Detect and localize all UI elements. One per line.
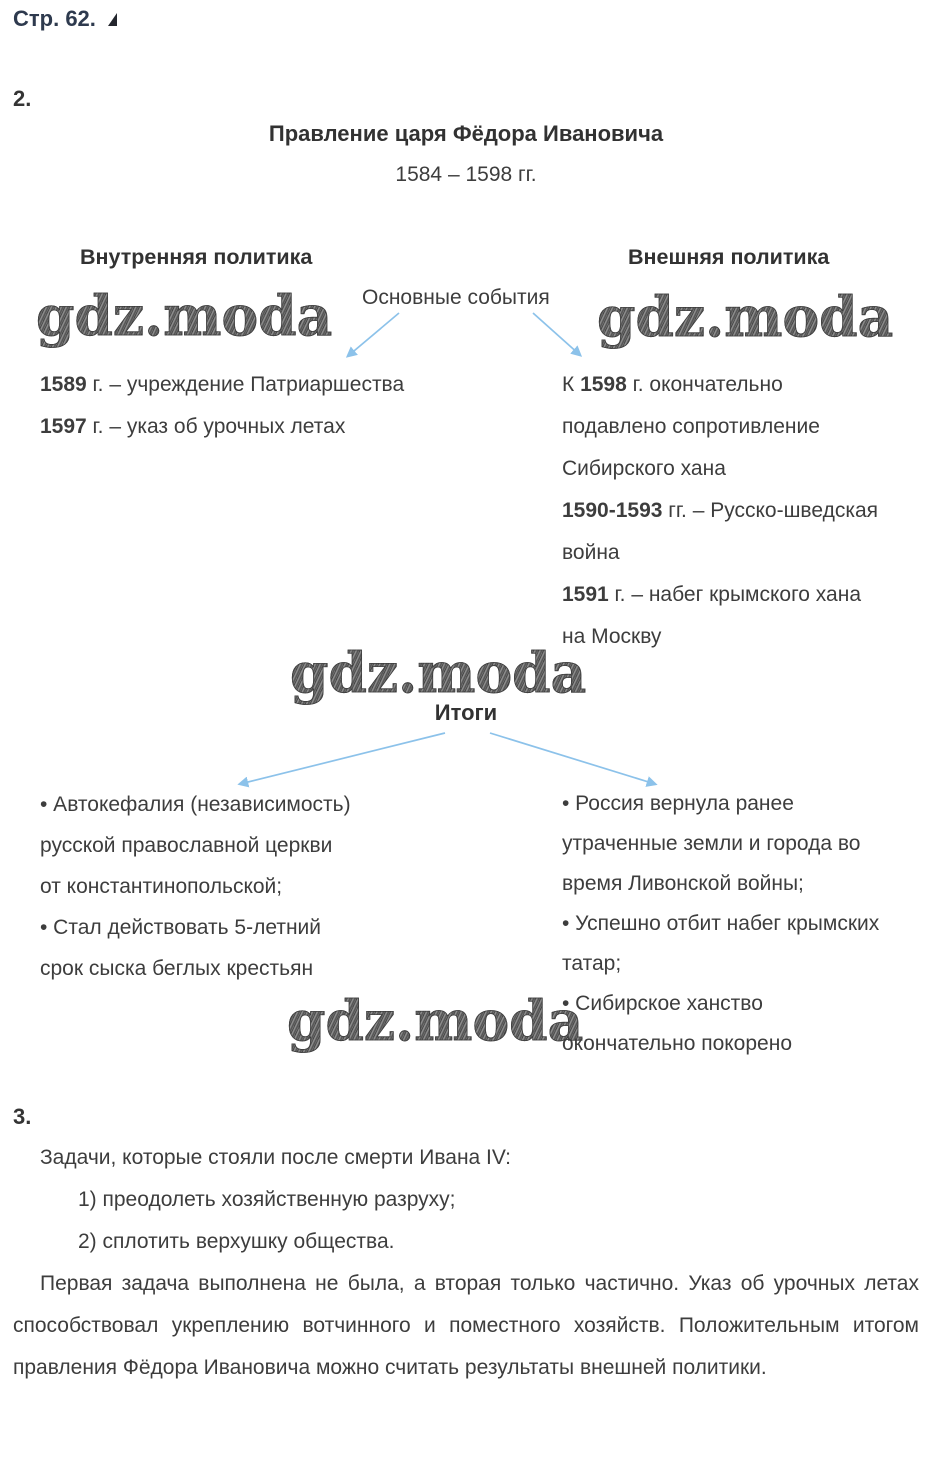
text-line: подавлено сопротивление	[562, 415, 820, 438]
page-number-text: Стр. 62.	[13, 6, 96, 31]
scheme-subtitle: 1584 – 1598 гг.	[395, 163, 537, 186]
external-policy-events-list	[562, 364, 878, 658]
section-2-number: 2.	[13, 86, 32, 111]
text-line: • Россия вернула ранее	[562, 792, 794, 815]
text-line: срок сыска беглых крестьян	[40, 957, 314, 980]
gdz-moda-watermark: gdz.moda	[290, 640, 587, 705]
text-line: время Ливонской войны;	[562, 872, 804, 895]
external-policy-results-list	[562, 784, 879, 1064]
internal-policy-results-list	[40, 784, 351, 989]
section-3-number: 3.	[13, 1104, 32, 1129]
text-line: • Автокефалия (независимость)	[40, 793, 351, 816]
text-line: 1589 г. – учреждение Патриаршества	[40, 373, 405, 396]
text-line: русской православной церкви	[40, 834, 333, 857]
arrow-results-right	[490, 733, 655, 784]
gdz-moda-watermark: gdz.moda	[287, 988, 584, 1053]
arrow-results-left	[240, 733, 445, 784]
arrow-events-left	[348, 313, 399, 356]
text-line: • Стал действовать 5-летний	[40, 916, 321, 939]
conclusion-paragraph: Первая задача выполнена не была, а вторая только частично. Указ об урочных летах способствовал укреплению вотчинного и поместного хозяйств. Положительным итогом правления Фёдора Ивановича можно считать результаты внешней политики.	[13, 1272, 919, 1379]
gdz-moda-watermark: gdz.moda	[597, 284, 894, 349]
scheme-title: Правление царя Фёдора Ивановича	[268, 121, 664, 146]
results-label: Итоги	[434, 700, 498, 725]
internal-policy-events-list	[40, 364, 404, 448]
main-events-label: Основные события	[362, 286, 550, 309]
text-line: окончательно покорено	[562, 1032, 792, 1055]
task-item-2: 2) сплотить верхушку общества.	[78, 1230, 395, 1253]
text-line: утраченные земли и города во	[562, 832, 861, 855]
page-number-label	[13, 6, 117, 32]
text-line: война	[562, 541, 620, 564]
text-line: • Сибирское ханство	[562, 992, 763, 1015]
tasks-intro-line: Задачи, которые стояли после смерти Ивана IV:	[40, 1146, 511, 1169]
text-line: татар;	[562, 952, 622, 975]
text-line: К 1598 г. окончательно	[562, 373, 783, 396]
column-header-external-policy: Внешняя политика	[628, 245, 830, 269]
arrow-events-right	[533, 313, 580, 355]
gdz-moda-watermark: gdz.moda	[36, 283, 333, 348]
text-line: от константинопольской;	[40, 875, 283, 898]
task-item-1: 1) преодолеть хозяйственную разруху;	[78, 1188, 456, 1211]
text-line: • Успешно отбит набег крымских	[562, 912, 880, 935]
text-line: на Москву	[562, 625, 662, 648]
text-line: Сибирского хана	[562, 457, 726, 480]
text-line: 1597 г. – указ об урочных летах	[40, 415, 346, 438]
cursor-artifact-icon	[108, 13, 117, 26]
column-header-internal-policy: Внутренняя политика	[80, 245, 313, 269]
text-line: 1590-1593 гг. – Русско-шведская	[562, 499, 879, 522]
text-line: 1591 г. – набег крымского хана	[562, 583, 862, 606]
